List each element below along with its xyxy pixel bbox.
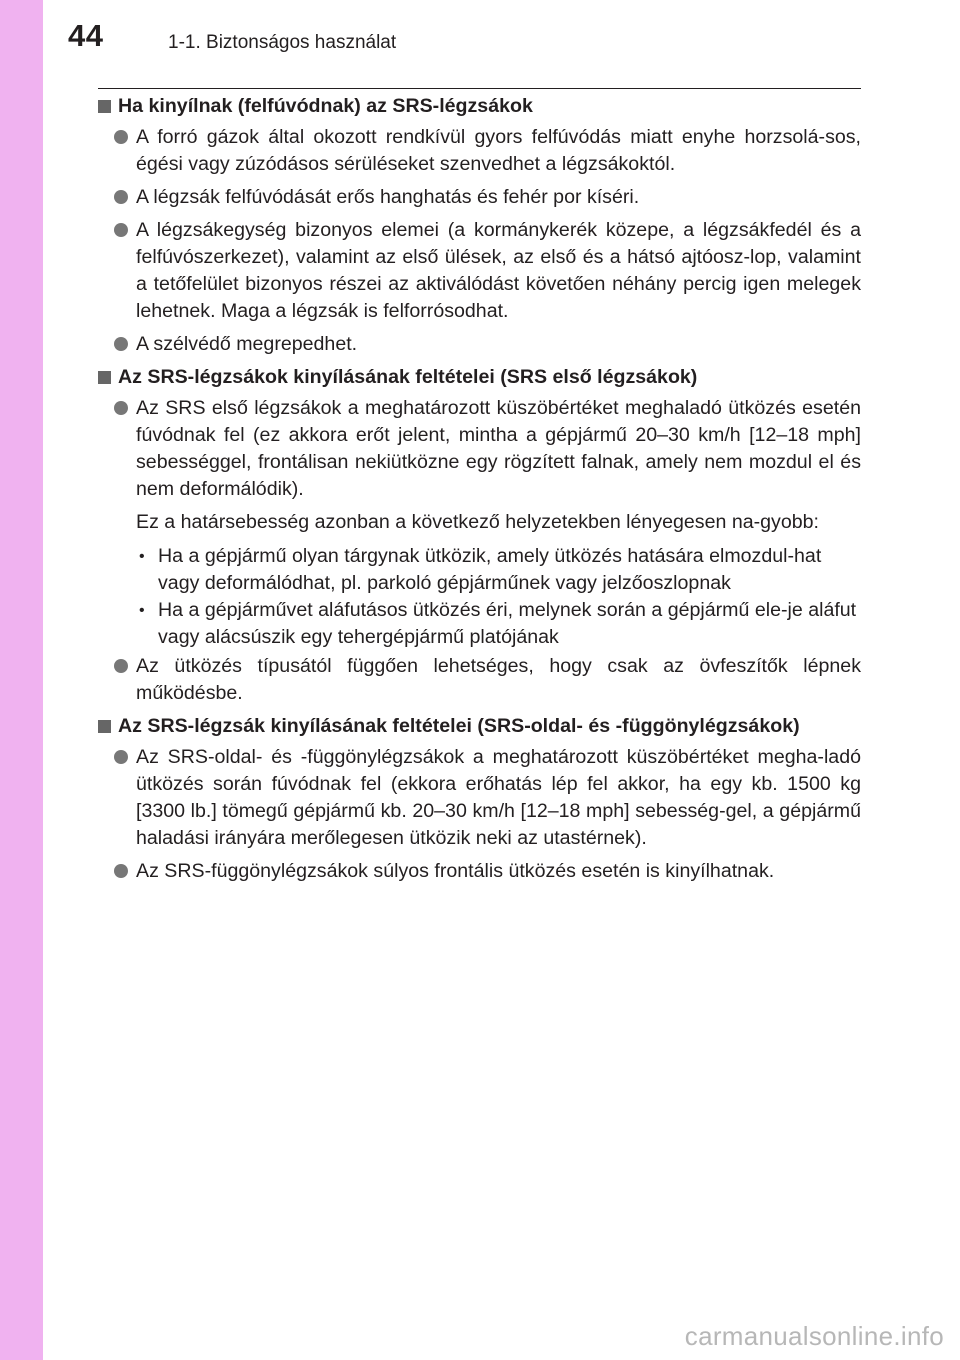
sub-list-item (136, 543, 861, 597)
round-bullet-icon (114, 401, 128, 415)
list-item (98, 395, 861, 503)
list-item-text: A légzsákegység bizonyos elemei (a kormánykerék közepe, a légzsákfedél és a felfúvószerkezet), valamint az első ülések, az első és a hátsó ajtóosz-lop, valamint a tetőfelület bizonyos részei az aktiválódást követően néhány percig igen melegek lehetnek. Maga a légzsák is felforrósodhat. (136, 219, 861, 322)
round-bullet-icon (114, 659, 128, 673)
square-bullet-icon (98, 371, 111, 384)
list-item (98, 744, 861, 852)
section-heading-front-airbags (98, 364, 861, 391)
threshold-paragraph: Ez a határsebesség azonban a következő helyzetekben lényegesen na-gyobb: (136, 511, 819, 533)
page-number: 44 (68, 18, 104, 53)
small-bullet-icon: • (139, 602, 145, 619)
section-heading-side-curtain-airbags (98, 713, 861, 740)
list-item-text: Az SRS-oldal- és -függönylégzsákok a meghatározott küszöbértéket megha-ladó ütközés során fúvódnak fel (ekkora erőhatás lép fel akkor, ha egy kb. 1500 kg [3300 lb.] tömegű gépjármű kb. 20–30 km/h [12–18 mph] sebesség-gel, a gépjármű haladási irányára merőlegesen ütközik neki az utastérnek). (136, 746, 861, 849)
sub-list-item (136, 597, 861, 651)
header-rule (98, 88, 861, 89)
section-heading-text: Ha kinyílnak (felfúvódnak) az SRS-légzsákok (118, 95, 533, 117)
square-bullet-icon (98, 720, 111, 733)
list-item (98, 653, 861, 707)
section-heading-text: Az SRS-légzsák kinyílásának feltételei (SRS-oldal- és -függönylégzsákok) (118, 715, 800, 737)
list-item-text: A szélvédő megrepedhet. (136, 333, 358, 355)
square-bullet-icon (98, 100, 111, 113)
page-content (98, 93, 861, 891)
round-bullet-icon (114, 190, 128, 204)
round-bullet-icon (114, 750, 128, 764)
list-item (98, 858, 861, 885)
list-item-text: Az SRS-függönylégzsákok súlyos frontális ütközés esetén is kinyílhatnak. (136, 860, 775, 882)
section-heading-text: Az SRS-légzsákok kinyílásának feltételei (SRS első légzsákok) (118, 366, 698, 388)
list-item (98, 184, 861, 211)
small-bullet-icon: • (139, 548, 145, 565)
sub-list-item-text: Ha a gépjármű olyan tárgynak ütközik, amely ütközés hatására elmozdul-hat vagy deformálódhat, pl. parkoló gépjárműnek vagy jelzőoszlopnak (158, 545, 822, 594)
section-heading-deployment (98, 93, 861, 120)
list-item-text: Az SRS első légzsákok a meghatározott küszöbértéket meghaladó ütközés esetén fúvódnak fel (ez akkora erőt jelent, mintha a gépjármű 20–30 km/h [12–18 mph] sebességgel, frontálisan nekiütközne egy rögzített falnak, amely nem mozdul el és nem deformálódik). (136, 397, 861, 500)
list-item (98, 331, 861, 358)
round-bullet-icon (114, 223, 128, 237)
chapter-title: 1-1. Biztonságos használat (168, 32, 397, 53)
list-item-text: A forró gázok által okozott rendkívül gyors felfúvódás miatt enyhe horzsolá-sos, égési vagy zúzódásos sérüléseket szenvedhet a légzsákoktól. (136, 126, 861, 175)
list-item-text: Az ütközés típusától függően lehetséges, hogy csak az övfeszítők lépnek működésbe. (136, 655, 861, 704)
round-bullet-icon (114, 864, 128, 878)
list-item (98, 217, 861, 325)
chapter-side-tab (0, 0, 43, 1360)
round-bullet-icon (114, 130, 128, 144)
list-item-text: A légzsák felfúvódását erős hanghatás és fehér por kíséri. (136, 186, 640, 208)
round-bullet-icon (114, 337, 128, 351)
list-item (98, 124, 861, 178)
watermark: carmanualsonline.info (684, 1321, 944, 1351)
sub-list-item-text: Ha a gépjárművet aláfutásos ütközés éri, melynek során a gépjármű ele-je aláfut vagy alácsúszik egy tehergépjármű platójának (158, 599, 857, 648)
sub-list (98, 543, 861, 651)
